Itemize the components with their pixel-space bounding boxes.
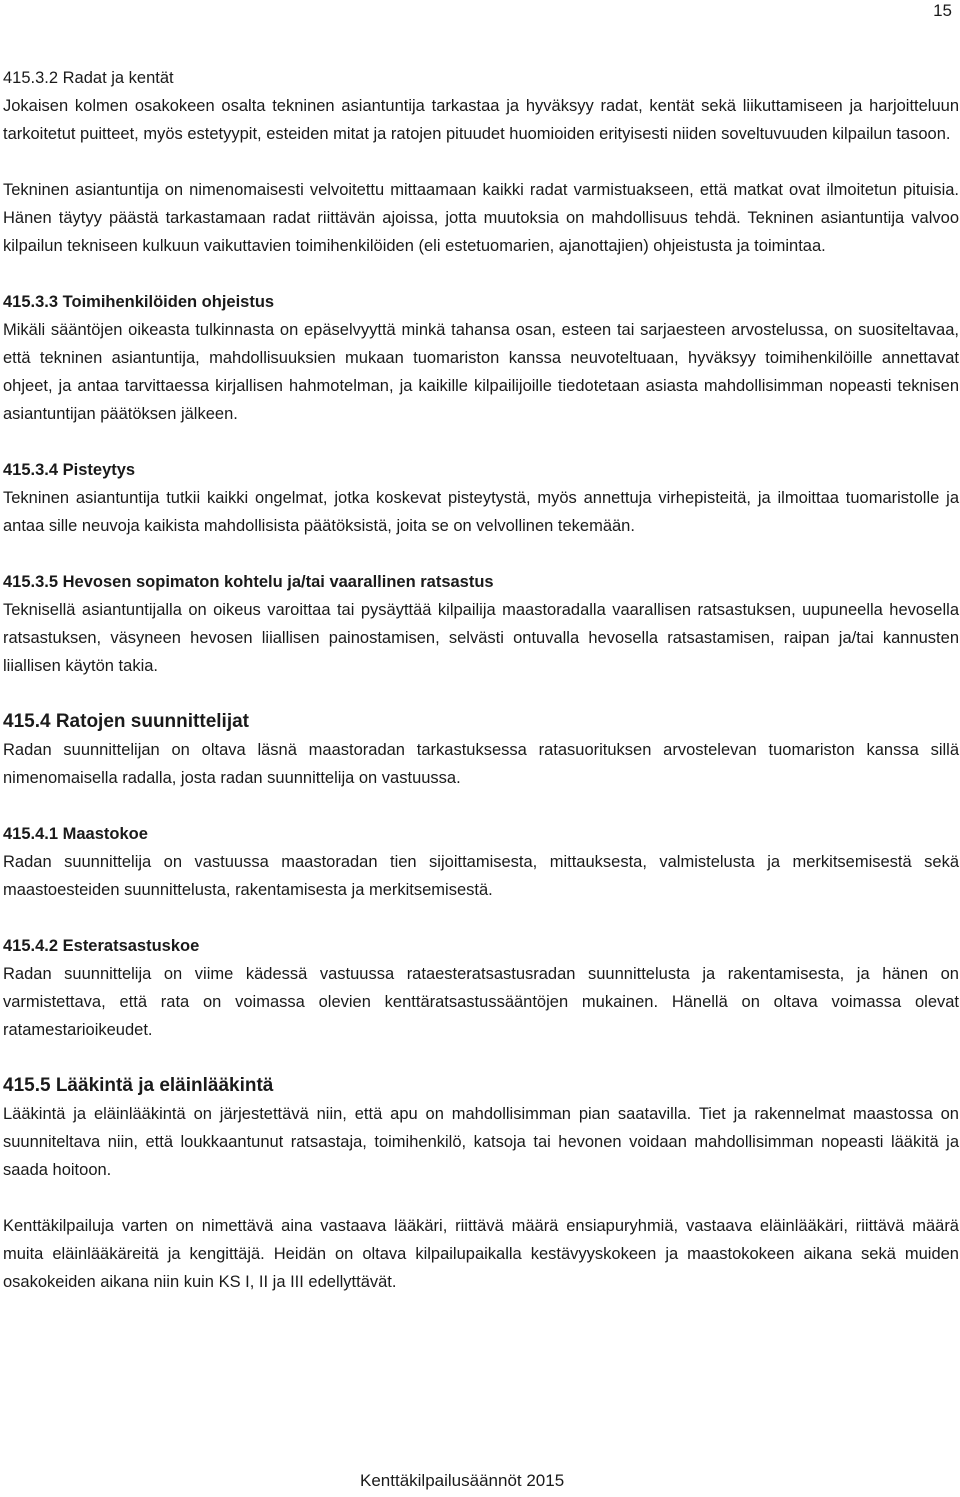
document-body [3, 64, 959, 1296]
section-paragraph: Radan suunnittelijan on oltava läsnä maastoradan tarkastuksessa ratasuorituksen arvostelevan tuomariston kanssa sillä nimenomaisella radalla, josta radan suunnittelija on vastuussa. [3, 741, 959, 787]
section-paragraph: Tekninen asiantuntija tutkii kaikki ongelmat, jotka koskevat pisteytystä, myös annettuja virhepisteitä, ja ilmoittaa tuomaristolle ja antaa sille neuvoja kaikista mahdollisista päätöksistä, joita se on velvollinen tekemään. [3, 489, 959, 535]
page-number: 15 [933, 1, 952, 20]
section-paragraph: Tekninen asiantuntija on nimenomaisesti velvoitettu mittaamaan kaikki radat varmistuakseen, että matkat ovat ilmoitetun pituisia. Hänen täytyy päästä tarkastamaan radat riittävän ajoissa, jotta muutoksia on mahdollisuus tehdä. Tekninen asiantuntija valvoo kilpailun tekniseen kulkuun vaikuttavien toimihenkilöiden (eli estetuomarien, ajanottajien) ohjeistusta ja toimintaa. [3, 181, 959, 255]
section-paragraph: Teknisellä asiantuntijalla on oikeus varoittaa tai pysäyttää kilpailija maastoradalla vaarallisen ratsastuksen, uupuneella hevosella ratsastuksen, väsyneen hevosen liiallisen painostamisen, selvästi ontuvalla hevosella ratsastamisen, raipan ja/tai kannusten liiallisen käytön takia. [3, 601, 959, 675]
section-heading-415-5: 415.5 Lääkintä ja eläinlääkintä [3, 1075, 274, 1096]
section-heading-415-3-5: 415.3.5 Hevosen sopimaton kohtelu ja/tai vaarallinen ratsastus [3, 573, 494, 591]
section-heading-415-4: 415.4 Ratojen suunnittelijat [3, 711, 249, 732]
section-heading-415-3-4: 415.3.4 Pisteytys [3, 461, 136, 479]
section-heading-415-3-3: 415.3.3 Toimihenkilöiden ohjeistus [3, 293, 275, 311]
section-paragraph: Radan suunnittelija on vastuussa maastoradan tien sijoittamisesta, mittauksesta, valmistelusta ja merkitsemisestä sekä maastoesteiden suunnittelusta, rakentamisesta ja merkitsemisestä. [3, 853, 959, 899]
section-paragraph: Mikäli sääntöjen oikeasta tulkinnasta on epäselvyyttä minkä tahansa osan, esteen tai sarjaesteen arvostelussa, on suositeltavaa, että tekninen asiantuntija, mahdollisuuksien mukaan tuomariston kanssa neuvoteltuaan, hyväksyy toimihenkilöille annettavat ohjeet, ja antaa tarvittaessa kirjallisen hahmotelman, ja kaikille kilpailijoille tiedotetaan asiasta mahdollisimman nopeasti teknisen asiantuntijan päätöksen jälkeen. [3, 321, 959, 423]
section-paragraph: Lääkintä ja eläinlääkintä on järjestettävä niin, että apu on mahdollisimman pian saatavilla. Tiet ja rakennelmat maastossa on suunniteltava niin, että loukkaantunut ratsastaja, toimihenkilö, katsoja tai hevonen voidaan mahdollisimman nopeasti lääkitä ja saada hoitoon. [3, 1105, 959, 1179]
section-heading-415-4-1: 415.4.1 Maastokoe [3, 825, 148, 843]
section-paragraph: Radan suunnittelija on viime kädessä vastuussa rataesteratsastusradan suunnittelusta ja rakentamisesta, ja hänen on varmistettava, että rata on voimassa olevien kenttäratsastussääntöjen mukainen. Hänellä on oltava voimassa olevat ratamestarioikeudet. [3, 965, 959, 1039]
section-heading-415-4-2: 415.4.2 Esteratsastuskoe [3, 937, 200, 955]
section-paragraph: Jokaisen kolmen osakokeen osalta tekninen asiantuntija tarkastaa ja hyväksyy radat, kentät sekä liikuttamiseen ja harjoitteluun tarkoitetut puitteet, myös estetyypit, esteiden mitat ja ratojen pituudet huomioiden erityisesti niiden soveltuvuuden kilpailun tasoon. [3, 97, 959, 143]
section-paragraph: Kenttäkilpailuja varten on nimettävä aina vastaava lääkäri, riittävä määrä ensiapuryhmiä, vastaava eläinlääkäri, riittävä määrä muita eläinlääkäreitä ja kengittäjä. Heidän on oltava kilpailupaikalla kestävyyskokeen ja maastokokeen aikana sekä muiden osakokeiden aikana niin kuin KS I, II ja III edellyttävät. [3, 1217, 959, 1291]
section-heading-415-3-2: 415.3.2 Radat ja kentät [3, 69, 174, 87]
page-footer: Kenttäkilpailusäännöt 2015 [360, 1471, 565, 1490]
